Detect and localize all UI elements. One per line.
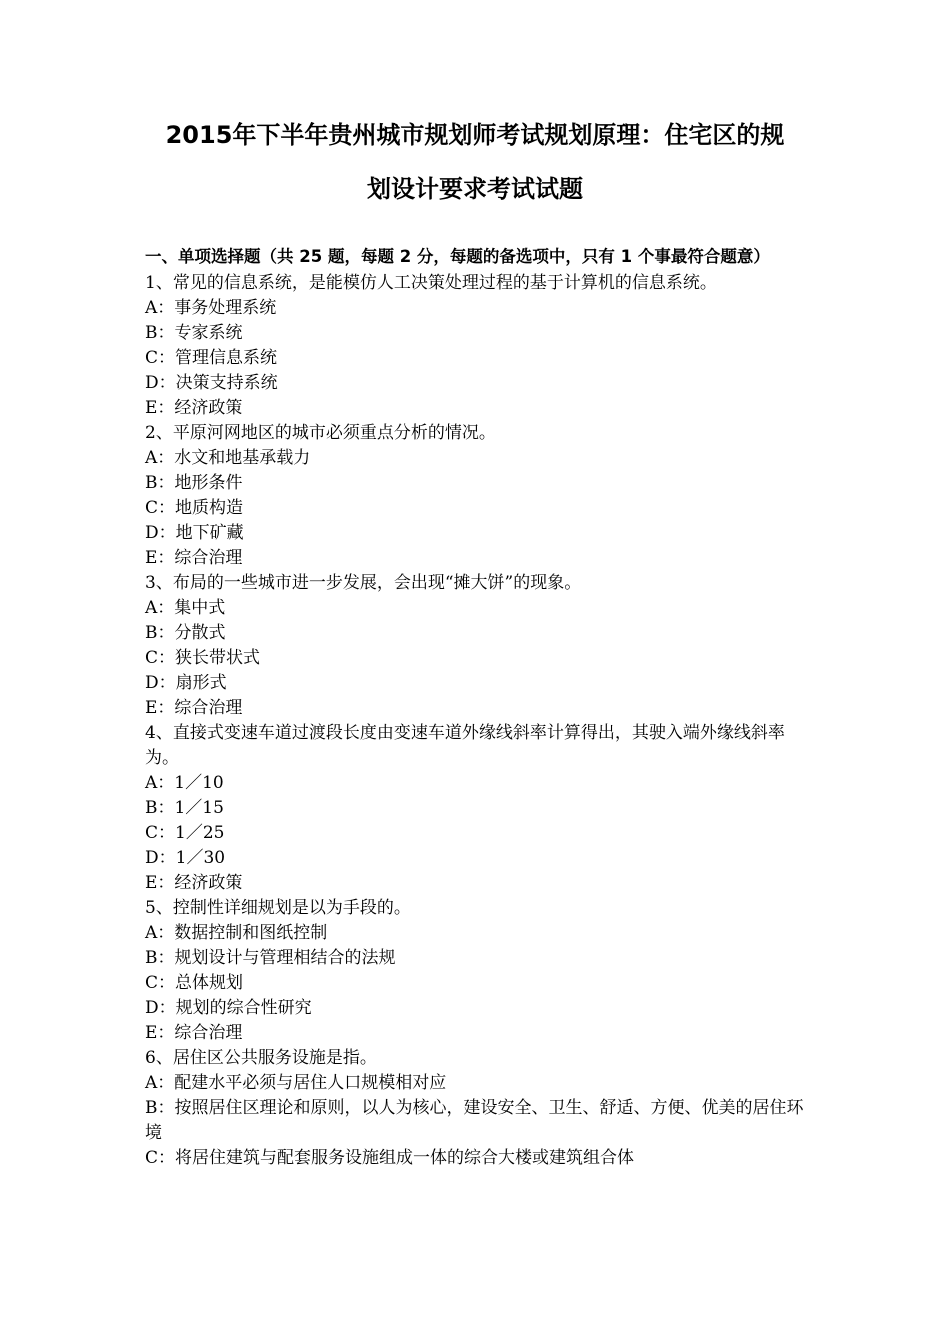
option-e: E：综合治理 (145, 548, 243, 568)
option-c: C：管理信息系统 (145, 348, 278, 368)
option-a: A：1／10 (145, 773, 224, 793)
option-c: C：将居住建筑与配套服务设施组成一体的综合大楼或建筑组合体 (145, 1148, 635, 1168)
question-2 (145, 421, 813, 571)
option-d: D：地下矿藏 (145, 523, 244, 543)
document-title (120, 108, 830, 216)
question-stem: 6、居住区公共服务设施是指。 (145, 1048, 377, 1068)
option-a: A：集中式 (145, 598, 226, 618)
option-e: E：综合治理 (145, 1023, 243, 1043)
question-stem: 2、平原河网地区的城市必须重点分析的情况。 (145, 423, 496, 443)
question-4 (145, 721, 813, 896)
question-5 (145, 896, 813, 1046)
option-d: D：决策支持系统 (145, 373, 278, 393)
title-line-2: 划设计要求考试试题 (367, 175, 583, 203)
option-b: B：专家系统 (145, 323, 243, 343)
option-e: E：经济政策 (145, 398, 243, 418)
option-b: B：1／15 (145, 798, 224, 818)
question-stem: 4、直接式变速车道过渡段长度由变速车道外缘线斜率计算得出，其驶入端外缘线斜率为。 (145, 723, 785, 768)
option-c: C：狭长带状式 (145, 648, 261, 668)
option-a: A：配建水平必须与居住人口规模相对应 (145, 1073, 447, 1093)
question-stem: 5、控制性详细规划是以为手段的。 (145, 898, 411, 918)
option-c: C：总体规划 (145, 973, 244, 993)
option-c: C：1／25 (145, 823, 225, 843)
option-d: D：扇形式 (145, 673, 227, 693)
question-stem: 3、布局的一些城市进一步发展，会出现“摊大饼”的现象。 (145, 573, 582, 593)
question-stem: 1、常见的信息系统，是能模仿人工决策处理过程的基于计算机的信息系统。 (145, 273, 717, 293)
option-a: A：事务处理系统 (145, 298, 277, 318)
section-heading: 一、单项选择题（共 25 题，每题 2 分，每题的备选项中，只有 1 个事最符合题意） (145, 247, 770, 266)
question-6 (145, 1046, 813, 1171)
option-b: B：分散式 (145, 623, 226, 643)
option-a: A：水文和地基承载力 (145, 448, 311, 468)
option-c: C：地质构造 (145, 498, 244, 518)
option-b: B：地形条件 (145, 473, 243, 493)
option-d: D：1／30 (145, 848, 226, 868)
option-b: B：按照居住区理论和原则，以人为核心，建设安全、卫生、舒适、方便、优美的居住环境 (145, 1098, 804, 1143)
question-1 (145, 271, 813, 421)
option-e: E：综合治理 (145, 698, 243, 718)
title-line-1: 2015年下半年贵州城市规划师考试规划原理：住宅区的规 (165, 121, 785, 149)
document-body (145, 245, 813, 1171)
option-b: B：规划设计与管理相结合的法规 (145, 948, 396, 968)
question-3 (145, 571, 813, 721)
option-d: D：规划的综合性研究 (145, 998, 312, 1018)
option-e: E：经济政策 (145, 873, 243, 893)
option-a: A：数据控制和图纸控制 (145, 923, 328, 943)
